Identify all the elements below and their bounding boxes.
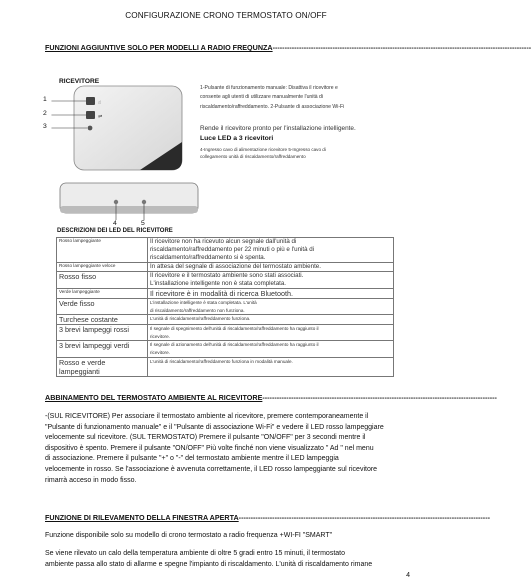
receiver-front-view bbox=[43, 86, 182, 170]
callout-2: 2 bbox=[43, 110, 47, 117]
section-dashes: ------------------------------------------------------------------------------------------------------------ bbox=[272, 43, 531, 52]
callout-3: 3 bbox=[43, 123, 47, 130]
led-state-cell: Rosso lampeggiante veloce bbox=[57, 263, 148, 272]
led-table bbox=[56, 237, 394, 377]
page-number: 4 bbox=[406, 572, 410, 579]
led-description-line: riscaldamento/raffreddamento per 22 minuti o più e l'unità di bbox=[150, 246, 315, 253]
led-table-row bbox=[57, 315, 394, 325]
led-description-line: L'unità di riscaldamento/raffreddamento funziona in modalità manuale. bbox=[150, 358, 293, 364]
led-description-cell bbox=[148, 263, 394, 272]
section-heading-funzioni bbox=[45, 43, 531, 52]
led-state-cell: Turchese costante bbox=[57, 315, 148, 325]
finestra-availability: Funzione disponibile solo su modello di crono termostato a radio frequenza +WI-FI "SMART" bbox=[45, 532, 333, 539]
led-description-line: di riscaldamento/raffreddamento non funziona. bbox=[150, 307, 245, 313]
led-description-cell bbox=[148, 289, 394, 299]
finestra-paragraph bbox=[45, 549, 415, 570]
led-description-cell bbox=[148, 238, 394, 263]
desc-line-1: 1-Pulsante di funzionamento manuale: Disattiva il ricevitore e bbox=[200, 85, 338, 91]
ingresso-line-2: collegamento unità di riscaldamento/raffreddamento bbox=[200, 154, 306, 159]
led-state-cell: 3 brevi lampeggi rossi bbox=[57, 325, 148, 341]
figure-title: RICEVITORE bbox=[59, 78, 100, 85]
led-table-row bbox=[57, 299, 394, 315]
led-state-cell: Rosso lampeggiante bbox=[57, 238, 148, 263]
section-dashes: -------------------------------------------------------------------------------------------------- bbox=[262, 393, 497, 402]
led-state-cell: Rosso fisso bbox=[57, 272, 148, 289]
led-description-line: L'unità di riscaldamento/raffreddamento funziona. bbox=[150, 316, 251, 322]
svg-text:☝: ☝ bbox=[98, 100, 102, 106]
section-dashes: --------------------------------------------------------------------------------------------------------- bbox=[238, 513, 490, 522]
receiver-bottom-view bbox=[60, 183, 198, 220]
led-description-line: Il ricevitore non ha ricevuto alcun segnale dall'unità di bbox=[150, 238, 297, 245]
led-description-cell bbox=[148, 357, 394, 376]
led-table-row bbox=[57, 341, 394, 357]
svg-text:⇌: ⇌ bbox=[98, 114, 103, 120]
led-table-row bbox=[57, 263, 394, 272]
paragraph-line: velocemente in rosso. Se l'associazione è avvenuta correttamente, il LED rosso lampeggiante sul ricevitore bbox=[45, 465, 378, 473]
section-title: ABBINAMENTO DEL TERMOSTATO AMBIENTE AL RICEVITORE bbox=[45, 393, 263, 402]
led-table-row bbox=[57, 272, 394, 289]
led-description-line: L'installazione intelligente non è stata completata. bbox=[150, 280, 287, 287]
manual-button bbox=[86, 97, 95, 105]
led-description-cell bbox=[148, 272, 394, 289]
led-description-line: Il ricevitore è in modalità di ricerca Bluetooth. bbox=[150, 289, 294, 298]
led-state-cell: Verde lampeggiante bbox=[57, 289, 148, 299]
led-state-cell: 3 brevi lampeggi verdi bbox=[57, 341, 148, 357]
led-description-line: L'installazione intelligente è stata completata. L'unità bbox=[150, 300, 257, 305]
paragraph-line: ambiente passa allo stato di allarme e spegne l'impianto di riscaldamento. L'unità di riscaldamento rimane bbox=[45, 560, 373, 568]
wifi-button bbox=[86, 111, 95, 119]
ingresso-line-1: 4-Ingresso cavo di alimentazione ricevitore 5-Ingresso cavo di bbox=[200, 147, 326, 152]
led-description-cell bbox=[148, 299, 394, 315]
led-description-line: ricevitore. bbox=[150, 349, 170, 355]
led-description-cell bbox=[148, 325, 394, 341]
led-state-cell: Verde fisso bbox=[57, 299, 148, 315]
paragraph-line: dispositivo è spento. Premere il pulsante "ON/OFF" Più volte finché non viene visualizzato " Ad " nel menu bbox=[45, 444, 374, 452]
section-title: FUNZIONE DI RILEVAMENTO DELLA FINESTRA APERTA bbox=[45, 513, 239, 522]
receiver-illustration bbox=[40, 80, 200, 230]
callout-5: 5 bbox=[141, 220, 145, 227]
page-header: CONFIGURAZIONE CRONO TERMOSTATO ON/OFF bbox=[125, 11, 327, 20]
led-description-line: ricevitore. bbox=[150, 333, 170, 339]
led-table-row bbox=[57, 325, 394, 341]
led-description-cell bbox=[148, 341, 394, 357]
paragraph-line: "Pulsante di funzionamento manuale" e il "Pulsante di associazione Wi-Fi" e vedere il LED rosso lampeggiare bbox=[45, 423, 384, 431]
desc-line-2: consente agli utenti di utilizzare manualmente l'unità di bbox=[200, 94, 324, 101]
section-heading-finestra bbox=[45, 513, 490, 522]
paragraph-line: -(SUL RICEVITORE) Per associare il termostato ambiente al ricevitore, premere contemporaneamente il bbox=[45, 413, 369, 420]
led-description-line: Il segnale di azionamento dell'unità di riscaldamento/raffreddamento ha raggiunto il bbox=[150, 342, 319, 348]
led-description-line: riscaldamento/raffreddamento si è spenta. bbox=[150, 254, 266, 261]
led-description-line: In attesa del segnale di associazione del termostato ambiente. bbox=[150, 263, 321, 270]
led-description-line: Il ricevitore e il termostato ambiente sono stati associati. bbox=[150, 272, 304, 279]
desc-line-3: riscaldamento/raffreddamento. 2-Pulsante di associazione Wi-Fi bbox=[200, 103, 345, 110]
paragraph-line: di associazione. Premere il pulsante "+" o "-" del termostato ambiente mentre il LED lampeggia bbox=[45, 455, 339, 463]
ready-text: Rende il ricevitore pronto per l'installazione intelligente. bbox=[200, 125, 356, 132]
led-heading: Luce LED a 3 ricevitori bbox=[200, 135, 274, 142]
paragraph-line: Se viene rilevato un calo della temperatura ambiente di oltre 5 gradi entro 15 minuti, il termostato bbox=[45, 550, 345, 557]
callout-4: 4 bbox=[113, 220, 117, 227]
paragraph-line: velocemente sul ricevitore. (SUL TERMOSTATO) Premere il pulsante "ON/OFF" per 3 secondi mentre il bbox=[45, 434, 366, 442]
callout-1: 1 bbox=[43, 96, 47, 103]
led-table-row bbox=[57, 238, 394, 263]
ingresso-text bbox=[200, 146, 326, 160]
abbinamento-paragraph bbox=[45, 412, 415, 486]
led-table-title: DESCRIZIONI DEI LED DEL RICEVITORE bbox=[57, 228, 173, 234]
paragraph-line: rimarrà acceso in modo fisso. bbox=[45, 476, 137, 484]
led-indicator bbox=[88, 126, 93, 131]
led-description-line: Il segnale di spegnimento dell'unità di riscaldamento/raffreddamento ha raggiunto il bbox=[150, 326, 319, 332]
led-table-row bbox=[57, 289, 394, 299]
section-heading-abbinamento bbox=[45, 393, 497, 402]
led-description-cell bbox=[148, 315, 394, 325]
led-state-cell: Rosso e verde lampeggianti bbox=[57, 357, 148, 376]
led-table-row bbox=[57, 357, 394, 376]
section-title: FUNZIONI AGGIUNTIVE SOLO PER MODELLI A RADIO FREQUNZA bbox=[45, 43, 273, 52]
figure-description bbox=[200, 84, 410, 112]
